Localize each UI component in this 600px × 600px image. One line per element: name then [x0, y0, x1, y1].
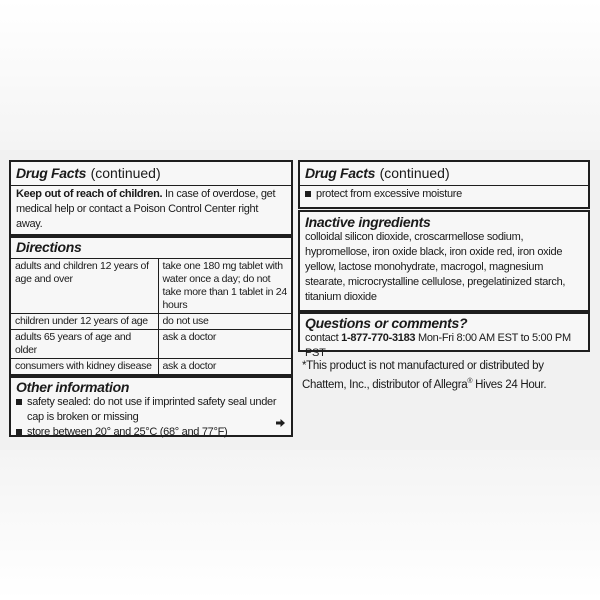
inactive-questions-box: [298, 210, 590, 359]
inactive-title: Inactive ingredients: [305, 214, 431, 230]
drug-facts-header: [300, 162, 588, 185]
questions-section: [300, 314, 588, 363]
directions-what: do not use: [158, 314, 291, 330]
arrow-right-icon: [276, 419, 285, 427]
inactive-ingredients-section: [300, 212, 588, 307]
bullet-square-icon: [305, 191, 311, 197]
contact-line: [305, 331, 583, 361]
directions-what: ask a doctor: [158, 330, 291, 359]
drug-facts-header: [11, 162, 291, 185]
directions-who: consumers with kidney disease: [11, 359, 158, 375]
table-row: [11, 330, 291, 359]
keep-out-text: In case of overdose, get medical help or contact a Poison Control Center right away.: [16, 188, 276, 230]
registered-mark: ®: [467, 378, 473, 385]
drug-facts-right-header-box: [298, 160, 590, 209]
drug-facts-continued: (continued): [90, 165, 161, 181]
disclaimer: [302, 358, 592, 393]
disclaimer-line-2-start: Chattem, Inc., distributor of Allegra: [302, 378, 468, 391]
table-row: [11, 359, 291, 375]
protect-section: [300, 186, 588, 204]
directions-table: [11, 258, 291, 374]
other-info-section: [11, 378, 291, 442]
drug-facts-title: Drug Facts: [16, 165, 87, 181]
directions-what: ask a doctor: [158, 359, 291, 375]
table-row: [11, 314, 291, 330]
disclaimer-line-2-end: Hives 24 Hour.: [472, 378, 547, 391]
other-info-item: safety sealed: do not use if imprinted safety seal under cap is broken or missing: [27, 396, 277, 423]
drug-facts-left-box: [9, 160, 293, 437]
keep-out-warning: [11, 186, 291, 234]
list-item: [16, 395, 286, 425]
directions-header: [11, 238, 291, 258]
list-item: [305, 187, 583, 202]
disclaimer-line-2: [302, 374, 592, 393]
directions-who: adults and children 12 years of age and over: [11, 259, 158, 314]
other-info-title: Other information: [16, 379, 130, 395]
bullet-square-icon: [16, 399, 22, 405]
drug-facts-right-column: [298, 160, 590, 437]
directions-what: take one 180 mg tablet with water once a day; do not take more than 1 tablet in 24 hours: [158, 259, 291, 314]
package-top-band: [0, 0, 600, 150]
disclaimer-line-1: *This product is not manufactured or distributed by: [302, 360, 544, 372]
list-item: [16, 425, 286, 440]
keep-out-bold: Keep out of reach of children.: [16, 188, 163, 200]
directions-who: children under 12 years of age: [11, 314, 158, 330]
questions-title: Questions or comments?: [305, 315, 468, 331]
drug-facts-title: Drug Facts: [305, 165, 376, 181]
bullet-square-icon: [16, 429, 22, 435]
package-bottom-band: [0, 450, 600, 600]
phone-number: 1-877-770-3183: [341, 332, 416, 344]
drug-facts-continued: (continued): [379, 165, 450, 181]
contact-hours: Mon-Fri 8:00 AM EST to 5:00 PM PST: [305, 332, 571, 359]
protect-item: protect from excessive moisture: [316, 188, 462, 200]
other-info-item: store between 20° and 25°C (68° and 77°F): [27, 426, 228, 438]
inactive-text: colloidal silicon dioxide, croscarmellose sodium, hypromellose, iron oxide black, iron oxide red, iron oxide yellow, lactose monohydrate, macrogol, magnesium stearate, microcrystalline cellulose, pregelatinized starch, titanium dioxide: [305, 231, 566, 303]
directions-who: adults 65 years of age and older: [11, 330, 158, 359]
directions-title: Directions: [16, 239, 82, 255]
table-row: [11, 259, 291, 314]
contact-prefix: contact: [305, 332, 339, 344]
